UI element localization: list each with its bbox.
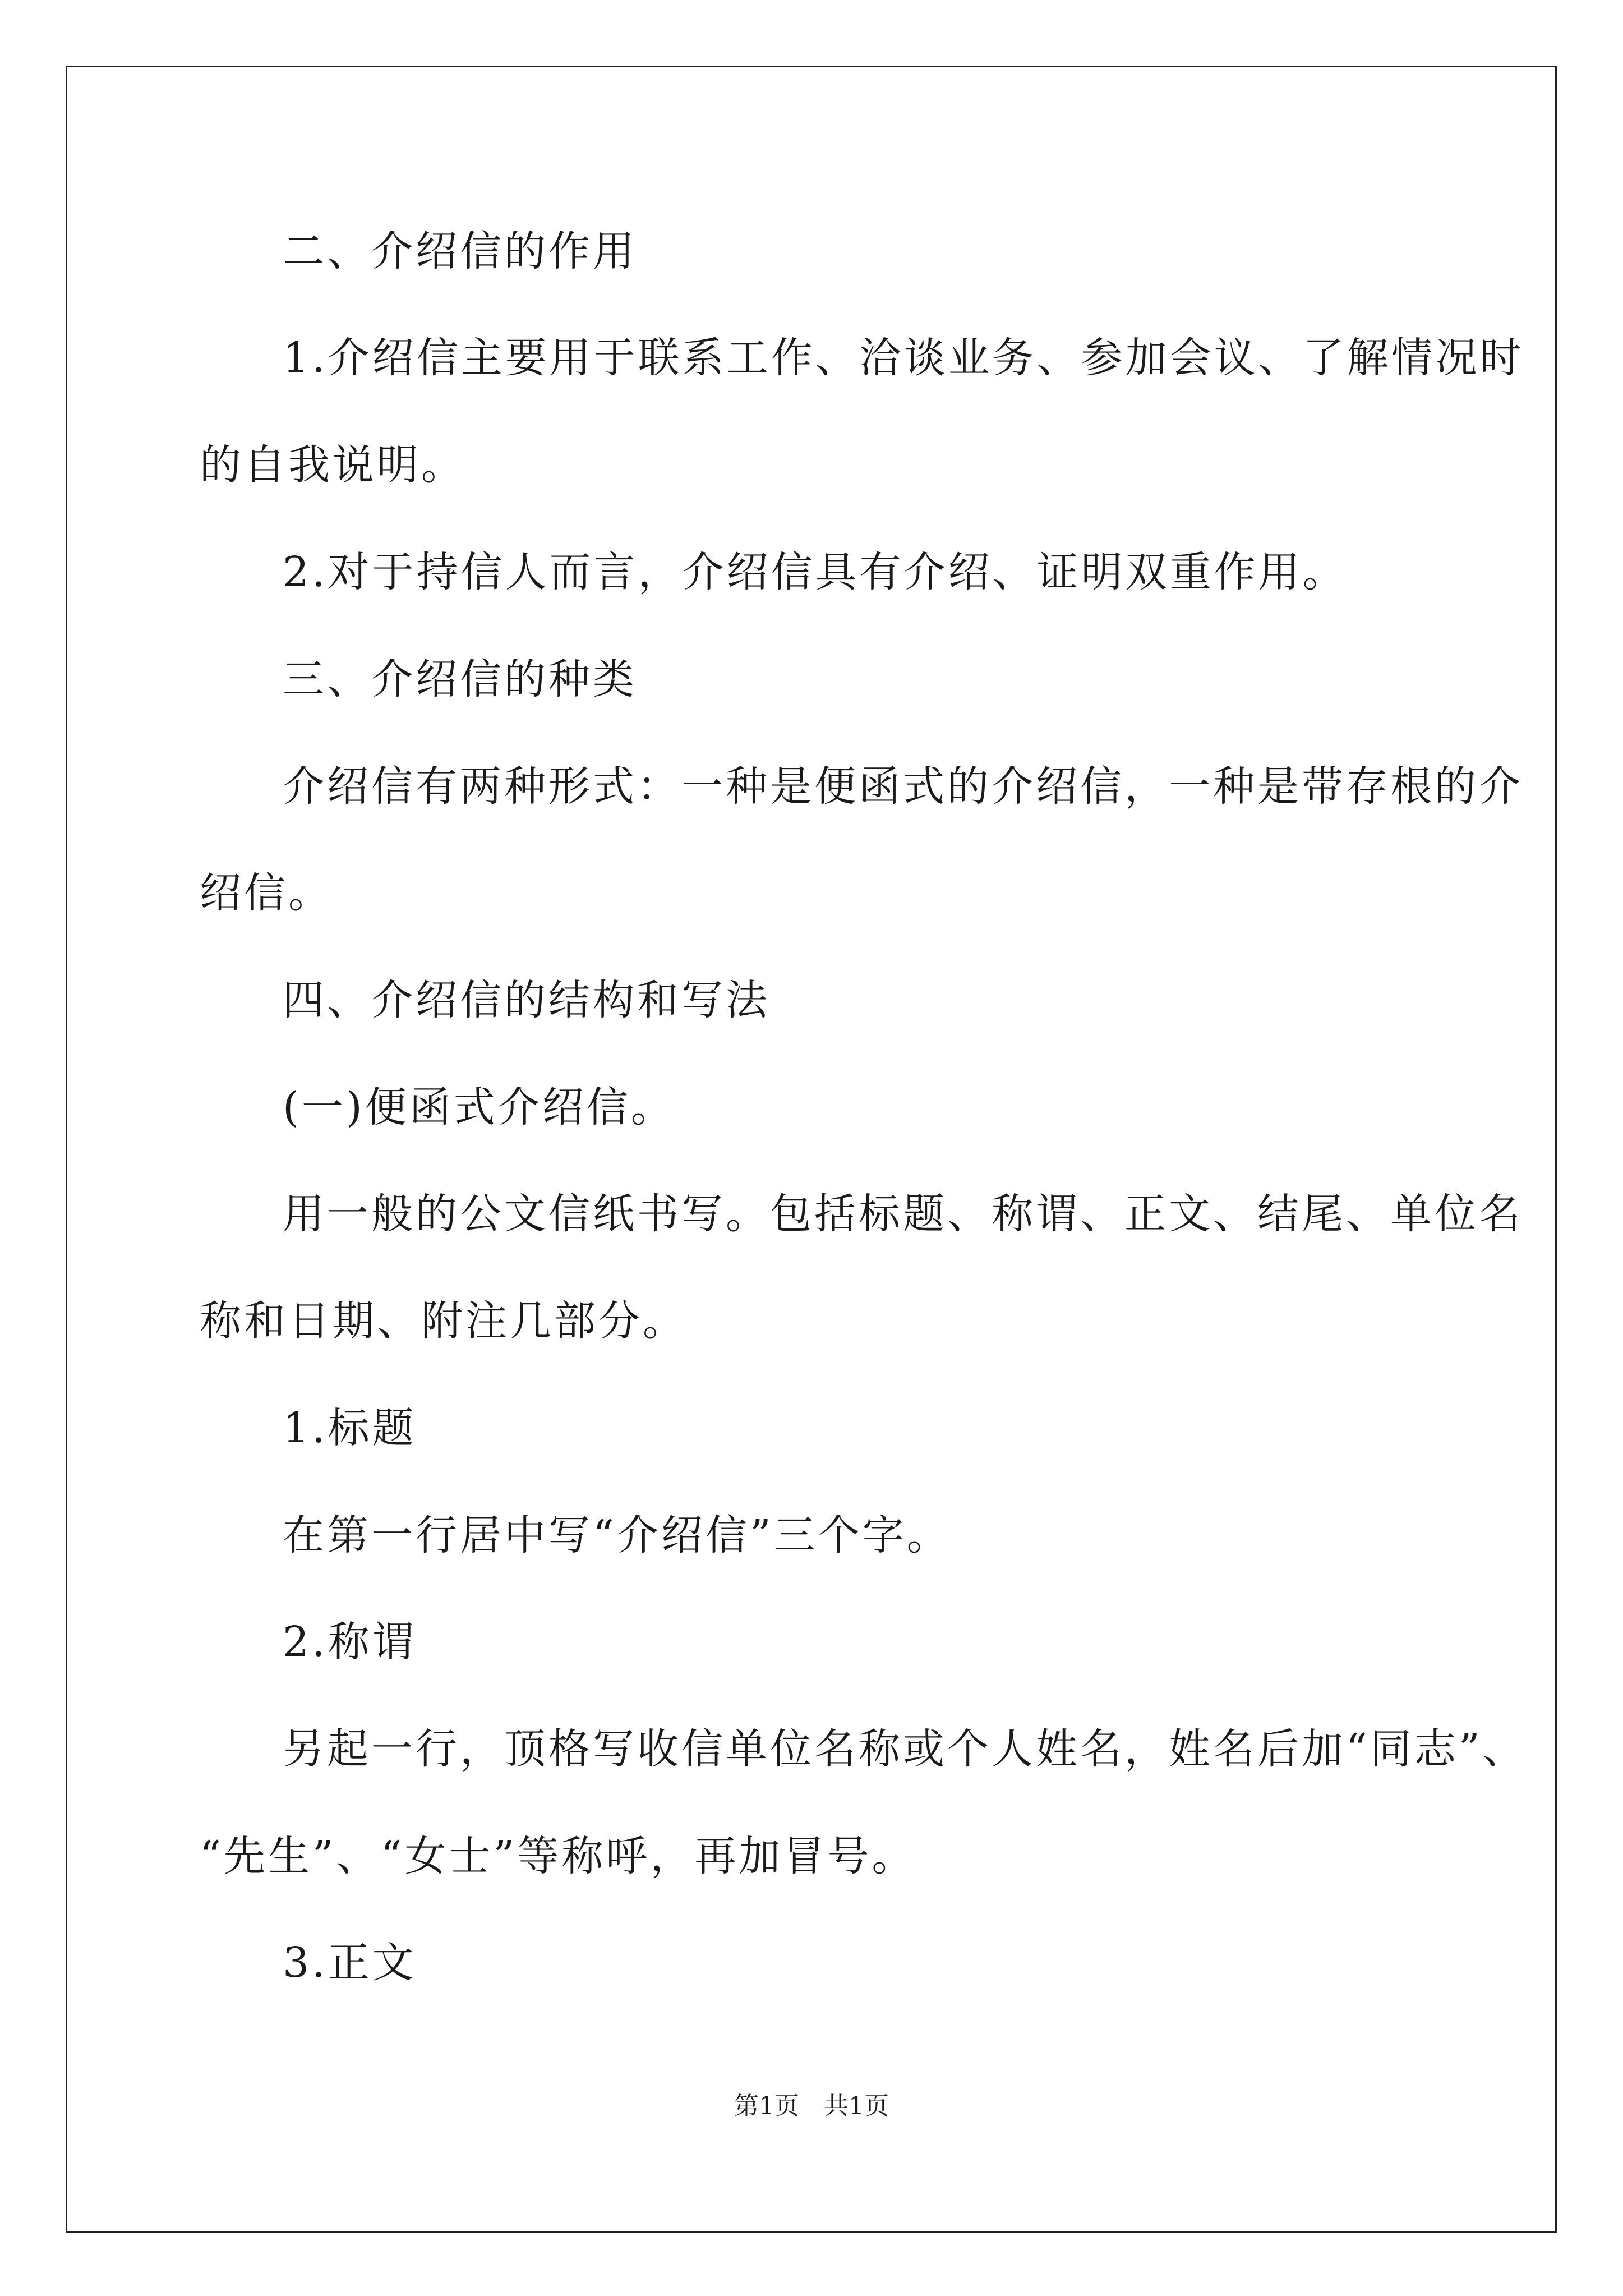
subheading-letter-form: (一)便函式介绍信。 <box>283 1083 675 1131</box>
paragraph-line: 绍信。 <box>200 869 333 917</box>
paragraph-line: 称和日期、附注几部分。 <box>200 1297 687 1345</box>
heading-structure: 四、介绍信的结构和写法 <box>283 976 770 1024</box>
paragraph-line: “先生”、“女士”等称呼，再加冒号。 <box>200 1832 916 1880</box>
paragraph-line: 的自我说明。 <box>200 441 465 489</box>
paragraph-line: 1.介绍信主要用于联系工作、洽谈业务、参加会议、了解情况时 <box>283 334 1524 382</box>
paragraph-line: 用一般的公文信纸书写。包括标题、称谓、正文、结尾、单位名 <box>283 1190 1523 1238</box>
paragraph-line: 2.对于持信人而言，介绍信具有介绍、证明双重作用。 <box>283 548 1347 596</box>
heading-role: 二、介绍信的作用 <box>283 227 637 275</box>
paragraph-line: 另起一行，顶格写收信单位名称或个人姓名，姓名后加“同志”、 <box>283 1725 1527 1773</box>
page-number-footer: 第1页 共1页 <box>734 2092 889 2120</box>
paragraph-line: 在第一行居中写“介绍信”三个字。 <box>283 1511 951 1559</box>
page-border <box>66 66 1557 2233</box>
paragraph-line: 介绍信有两种形式：一种是便函式的介绍信，一种是带存根的介 <box>283 762 1523 811</box>
subheading-body: 3.正文 <box>283 1939 417 1987</box>
heading-types: 三、介绍信的种类 <box>283 655 637 703</box>
subheading-title: 1.标题 <box>283 1404 417 1452</box>
subheading-salutation: 2.称谓 <box>283 1618 417 1666</box>
